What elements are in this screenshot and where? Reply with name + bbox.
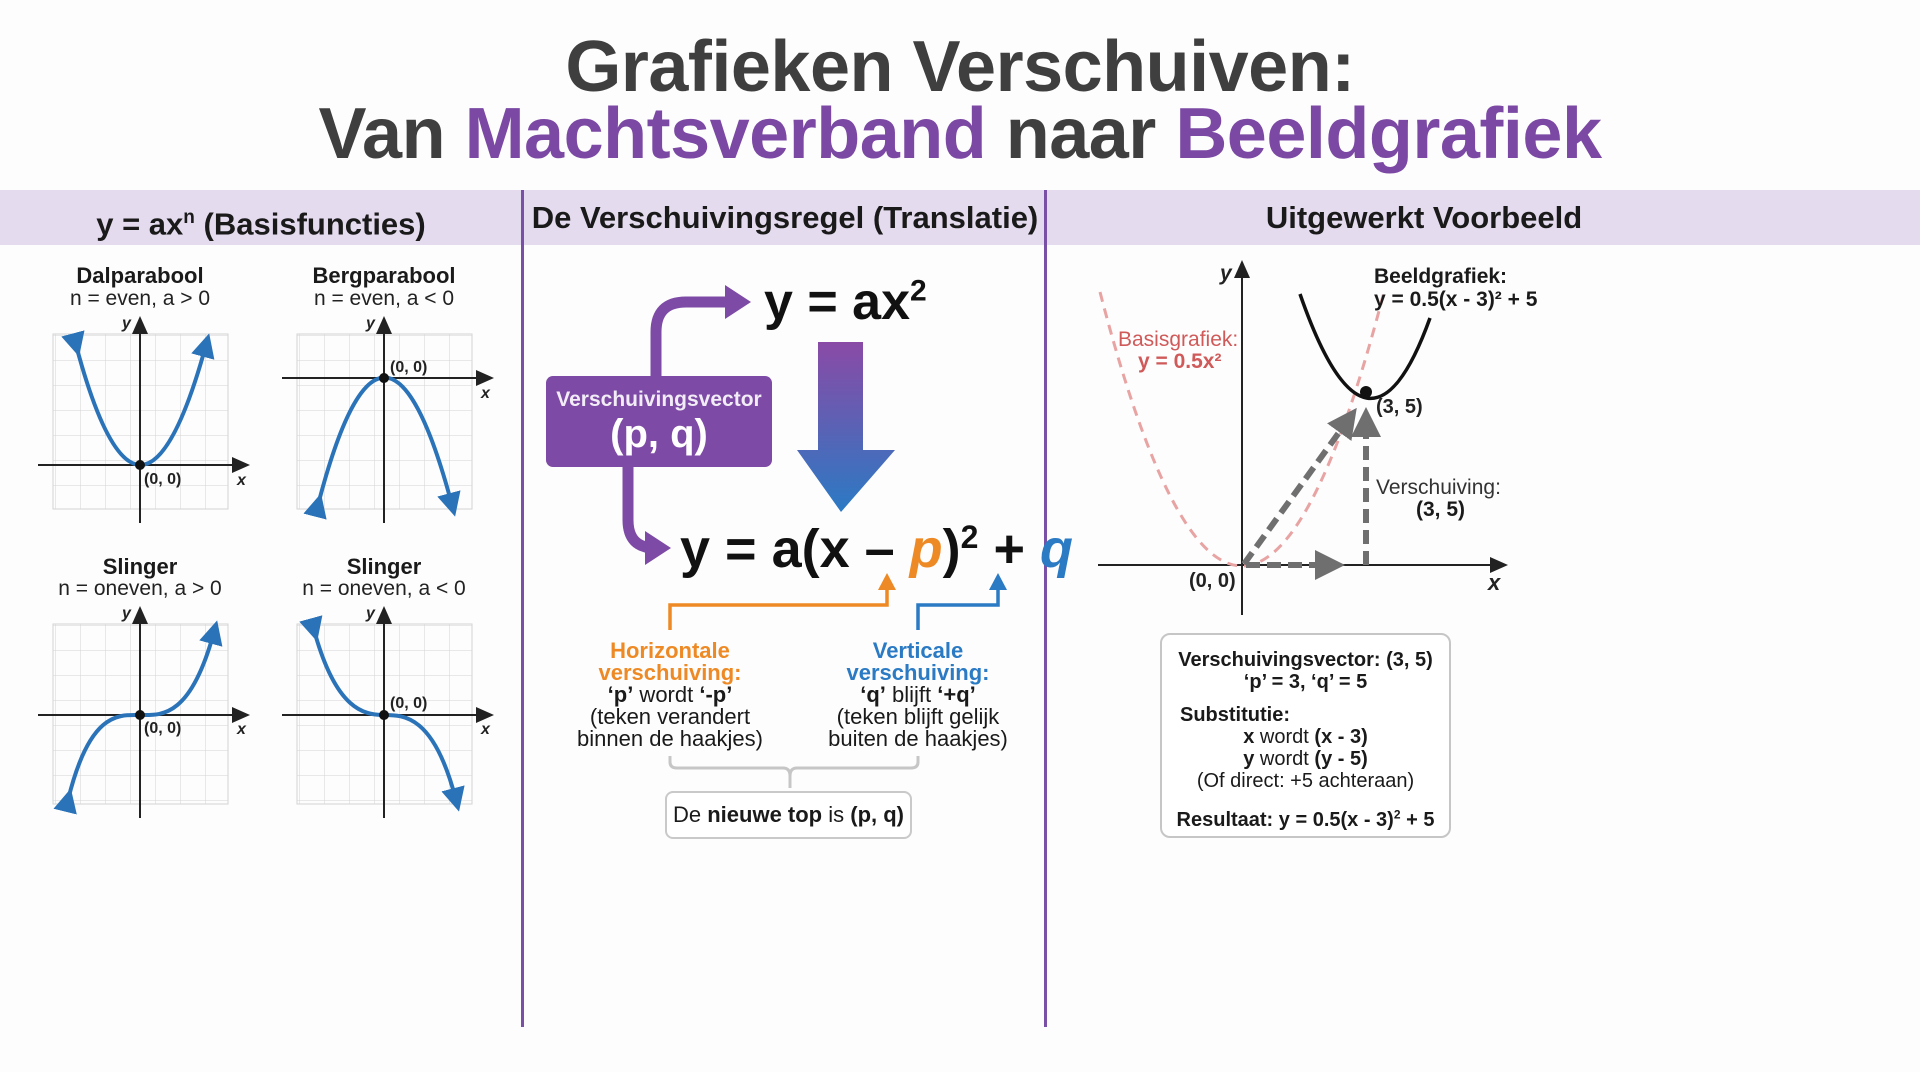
base-graph-label: Basisgrafiek: bbox=[1118, 328, 1239, 351]
base-graph-equation: y = 0.5x² bbox=[1138, 350, 1222, 373]
p-term: p bbox=[909, 519, 943, 579]
big-down-arrow bbox=[797, 342, 895, 512]
graph-slinger-positive bbox=[30, 600, 260, 820]
svg-text:(3, 5): (3, 5) bbox=[1376, 396, 1423, 418]
shift-label: Verschuiving: bbox=[1376, 476, 1501, 499]
vertex-point bbox=[1360, 386, 1372, 398]
column-header-verschuivingsregel: De Verschuivingsregel (Translatie) bbox=[531, 200, 1039, 235]
page-title-line2 bbox=[0, 93, 1920, 175]
graph-title-slinger-neg: Slinger bbox=[346, 554, 422, 579]
graph-title-slinger-pos: Slinger bbox=[102, 554, 178, 579]
column-divider-1 bbox=[521, 190, 524, 1027]
graph-subtitle: n = oneven, a > 0 bbox=[58, 577, 222, 600]
worked-example-summary: Verschuivingsvector: (3, 5) ‘p’ = 3, ‘q’ = 5 Substitutie: x wordt (x - 3) y wordt (y - 5) (Of direct: +5 achteraan) Resultaat: y = 0.5(x - 3)$^2$ + 5 bbox=[1160, 633, 1451, 838]
new-vertex-box: De nieuwe top is (p, q) bbox=[665, 791, 912, 839]
page-title-line1: Grafieken Verschuiven: bbox=[565, 27, 1355, 107]
svg-text:(0, 0): (0, 0) bbox=[144, 720, 182, 737]
graph-title-dalparabool: Dalparabool bbox=[76, 263, 204, 288]
column-header-voorbeeld: Uitgewerkt Voorbeeld bbox=[1265, 200, 1583, 235]
graph-title-bergparabool: Bergparabool bbox=[312, 263, 456, 288]
bracket bbox=[670, 756, 918, 788]
q-term: q bbox=[1040, 519, 1073, 579]
graph-slinger-negative bbox=[274, 600, 504, 820]
diagonal-shift-arrow bbox=[1244, 420, 1348, 564]
svg-text:(0, 0): (0, 0) bbox=[144, 471, 182, 488]
svg-text:x: x bbox=[481, 721, 490, 738]
vector-value: (p, q) bbox=[610, 412, 708, 456]
vector-label: Verschuivingsvector bbox=[556, 388, 762, 411]
shift-value: (3, 5) bbox=[1416, 498, 1466, 521]
svg-text:x: x bbox=[1488, 570, 1501, 595]
title-mid: naar bbox=[986, 94, 1176, 174]
graph-subtitle: n = oneven, a < 0 bbox=[302, 577, 466, 600]
header-suffix: (Basisfuncties) bbox=[194, 206, 426, 242]
vertical-shift-explanation: Verticale verschuiving: ‘q’ blijft ‘+q’ (teken blijft gelijk buiten de haakjes) bbox=[828, 638, 1008, 751]
header-exponent: n bbox=[183, 207, 195, 228]
svg-text:y: y bbox=[1220, 262, 1232, 285]
svg-text:x: x bbox=[237, 721, 246, 738]
header-formula: y = ax bbox=[96, 206, 184, 242]
svg-text:(0, 0): (0, 0) bbox=[390, 695, 428, 712]
blue-connector bbox=[918, 588, 998, 630]
title-accent-beeldgrafiek: Beeldgrafiek bbox=[1175, 94, 1602, 174]
column-header-basisfuncties bbox=[0, 190, 522, 245]
graph-subtitle: n = even, a > 0 bbox=[69, 287, 211, 310]
arrow-to-base-equation bbox=[656, 302, 730, 378]
svg-text:y: y bbox=[122, 605, 131, 622]
svg-text:(0, 0): (0, 0) bbox=[1189, 570, 1236, 592]
svg-text:y: y bbox=[122, 315, 131, 332]
svg-text:y: y bbox=[366, 605, 375, 622]
svg-text:x: x bbox=[481, 385, 490, 402]
orange-connector bbox=[670, 588, 887, 630]
horizontal-shift-explanation: Horizontale verschuiving: ‘p’ wordt ‘-p’ (teken verandert binnen de haakjes) bbox=[577, 638, 763, 751]
shifted-equation: y = a(x – p)$^2$ + q bbox=[680, 519, 1073, 579]
graph-subtitle: n = even, a < 0 bbox=[313, 287, 455, 310]
svg-text:y: y bbox=[366, 315, 375, 332]
base-equation: $y = ax^2$ bbox=[764, 273, 927, 331]
svg-text:(0, 0): (0, 0) bbox=[390, 359, 428, 376]
graph-dalparabool bbox=[30, 310, 260, 530]
column-divider-2 bbox=[1044, 190, 1047, 1027]
title-accent-machtsverband: Machtsverband bbox=[464, 94, 987, 174]
verschuivingsvector-box bbox=[546, 376, 772, 467]
image-graph-label: Beeldgrafiek: bbox=[1374, 265, 1508, 288]
title-prefix: Van bbox=[318, 94, 465, 174]
graph-bergparabool bbox=[274, 310, 504, 530]
image-graph-equation: y = 0.5(x - 3)² + 5 bbox=[1374, 288, 1538, 311]
svg-text:x: x bbox=[237, 472, 246, 489]
